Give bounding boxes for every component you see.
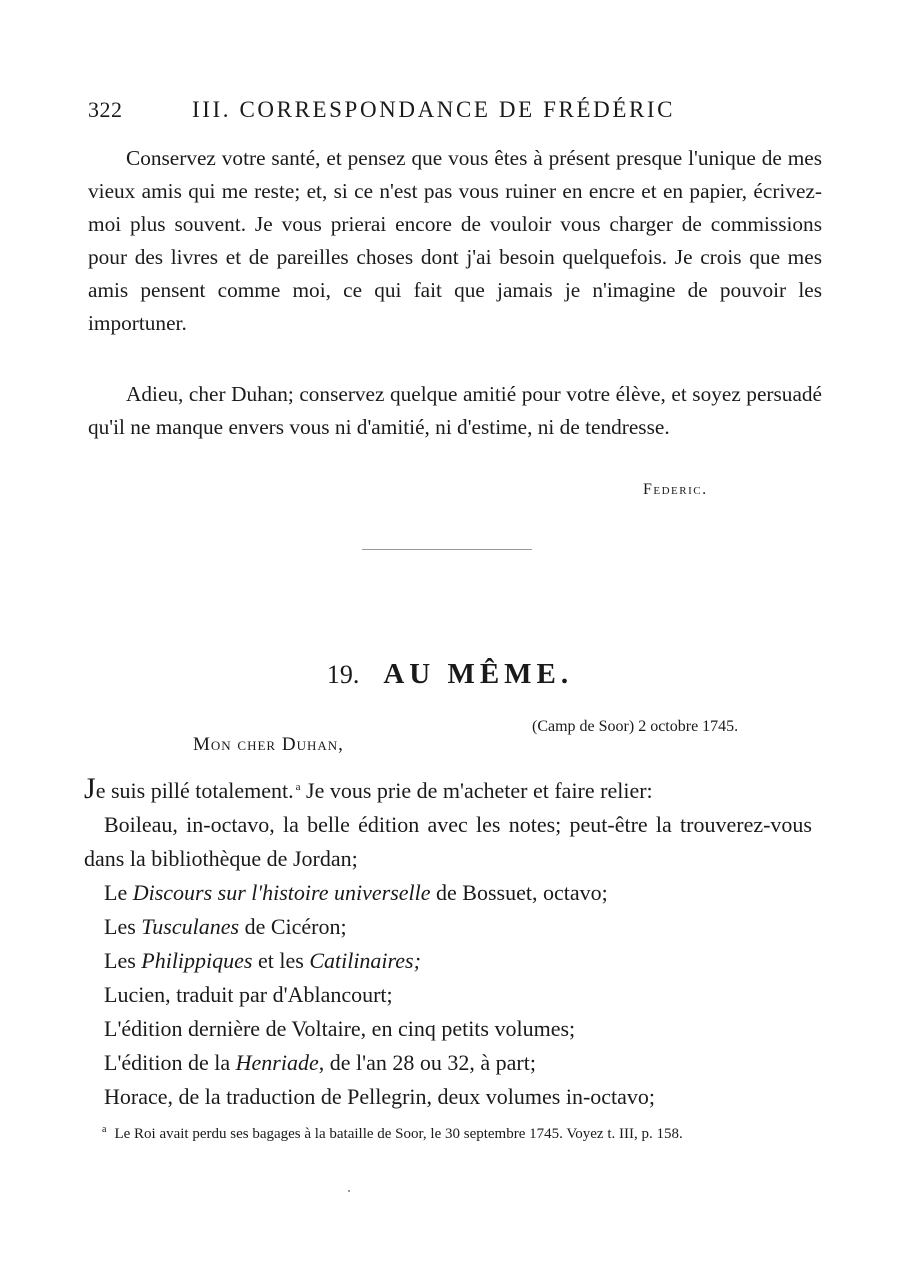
item-text: Les [104,948,142,973]
section-divider [362,549,532,550]
paragraph-1-text: Conservez votre santé, et pensez que vous êtes à présent presque l'unique de mes vieux amis qui me reste; et, si ce n'est pas vous ruiner en encre et en papier, écrivez-moi plus souvent. Je vous prierai encore de vouloir vous charger de commissions pour des livres et de pareilles choses dont j'ai besoin quelquefois. Je crois que mes amis pensent comme moi, ce qui fait que jamais je n'imagine de pouvoir les importuner. [88,146,822,335]
letter-number: 19. [326,660,360,689]
book-item-bossuet [84,876,812,910]
book-item-boileau: Boileau, in-octavo, la belle édition avec les notes; peut-être la trouverez-vous dans la bibliothèque de Jordan; [84,812,812,871]
book-item-philippiques [84,944,812,978]
book-title: Henriade [235,1050,319,1075]
item-text: de Bossuet, octavo; [430,880,608,905]
footnote-text: Le Roi avait perdu ses bagages à la bataille de Soor, le 30 septembre 1745. Voyez t. III, p. 158. [114,1126,683,1142]
book-title: Catilinaires; [309,948,421,973]
book-item-horace: Horace, de la traduction de Pellegrin, deux volumes in-octavo; [104,1084,656,1109]
paragraph-1 [88,142,822,340]
letter-body [84,774,812,1114]
running-title: III. CORRESPONDANCE DE FRÉDÉRIC [192,97,676,122]
item-text: et les [252,948,310,973]
letter-title: AU MÊME. [383,658,574,690]
signature: Federic. [643,481,708,498]
print-speck [348,1190,350,1192]
book-item-henriade [84,1046,812,1080]
item-text: Le [104,880,133,905]
book-item-cicero [84,910,812,944]
book-title: Philippiques [141,948,253,973]
page-number: 322 [88,97,123,122]
salutation: Mon cher Duhan, [193,734,344,755]
running-head [88,97,728,129]
opening-text: e suis pillé totalement. [95,778,294,803]
item-text: L'édition de la [104,1050,236,1075]
dateline: (Camp de Soor) 2 octobre 1745. [532,718,739,735]
letter-opening [84,774,812,808]
footnote-mark: a [102,1124,107,1135]
drop-cap: J [84,772,96,805]
book-title: Discours sur l'histoire universelle [132,880,431,905]
footnote-reference[interactable]: a [295,780,301,793]
paragraph-2 [88,378,822,444]
book-item-lucien: Lucien, traduit par d'Ablancourt; [104,982,393,1007]
item-text: Les [104,914,142,939]
book-title: Tusculanes [141,914,240,939]
item-text: , de l'an 28 ou 32, à part; [318,1050,536,1075]
book-item-voltaire: L'édition dernière de Voltaire, en cinq petits volumes; [104,1016,576,1041]
paragraph-2-text: Adieu, cher Duhan; conservez quelque amitié pour votre élève, et soyez persuadé qu'il ne manque envers vous ni d'amitié, ni d'estime, ni de tendresse. [88,382,822,439]
letter-heading [0,658,900,691]
footnote [76,1124,812,1145]
opening-rest: Je vous prie de m'acheter et faire relier: [300,778,653,803]
item-text: de Cicéron; [239,914,347,939]
